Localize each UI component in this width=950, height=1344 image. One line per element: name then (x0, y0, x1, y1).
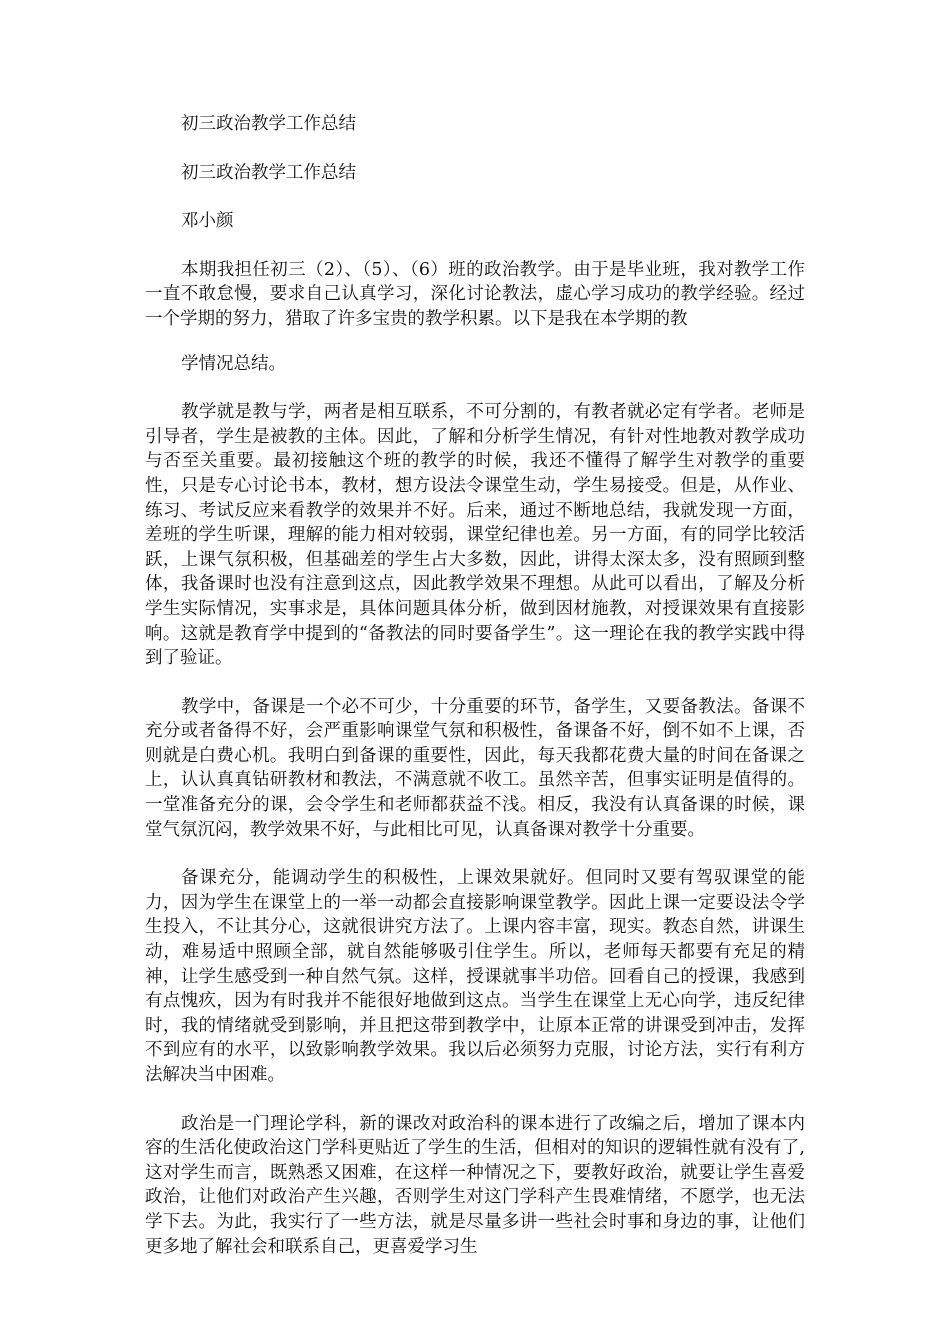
document-title: 初三政治教学工作总结 (181, 114, 356, 134)
document-author: 邓小颜 (181, 211, 234, 232)
document-subtitle: 初三政治教学工作总结 (181, 162, 356, 183)
paragraph-lesson-prep: 教学中，备课是一个必不可少，十分重要的环节，备学生，又要备教法。备课不充分或者备得不好，会严重影响课堂气氛和积极性，备课备不好，倒不如不上课，否则就是白费心机。我明白到备课的重要性，因此，每天我都花费大量的时间在备课之上，认认真真钻研教材和教法，不满意就不收工。虽然辛苦，但事实证明是值得的。一堂准备充分的课，会令学生和老师都获益不浅。相反，我没有认真备课的时候，课堂气氛沉闷，教学效果不好，与此相比可见，认真备课对教学十分重要。 (145, 696, 805, 840)
paragraph-classroom-control: 备课充分，能调动学生的积极性，上课效果就好。但同时又要有驾驭课堂的能力，因为学生在课堂上的一举一动都会直接影响课堂教学。因此上课一定要设法令学生投入，不让其分心，这就很讲究方法了。上课内容丰富，现实。教态自然，讲课生动，难易适中照顾全部，就自然能够吸引住学生。所以，老师每天都要有充足的精神，让学生感受到一种自然气氛。这样，授课就事半功倍。回看自己的授课，我感到有点愧疚，因为有时我并不能很好地做到这点。当学生在课堂上无心向学，违反纪律时，我的情绪就受到影响，并且把这带到教学中，让原本正常的讲课受到冲击，发挥不到应有的水平，以致影响教学效果。我以后必须努力克服，讨论方法，实行有利方法解决当中困难。 (145, 868, 805, 1085)
document-page (145, 112, 805, 1259)
paragraph-politics-subject: 政治是一门理论学科，新的课改对政治科的课本进行了改编之后，增加了课本内容的生活化使政治这门学科更贴近了学生的生活，但相对的知识的逻辑性就有没有了,这对学生而言，既熟悉又困难，在这样一种情况之下，要教好政治，就要让学生喜爱政治，让他们对政治产生兴趣，否则学生对这门学科产生畏难情绪，不愿学，也无法学下去。为此，我实行了一些方法，就是尽量多讲一些社会时事和身边的事，让他们更多地了解社会和联系自己，更喜爱学习生 (145, 1113, 805, 1257)
paragraph-intro-continued: 学情况总结。 (181, 353, 286, 374)
paragraph-know-students: 教学就是教与学，两者是相互联系，不可分割的，有教者就必定有学者。老师是引导者，学生是被教的主体。因此，了解和分析学生情况，有针对性地教对教学成功与否至关重要。最初接触这个班的教学的时候，我还不懂得了解学生对教学的重要性，只是专心讨论书本，教材，想方设法令课堂生动，学生易接受。但是，从作业、练习、考试反应来看教学的效果并不好。后来，通过不断地总结，我就发现一方面，差班的学生听课，理解的能力相对较弱，课堂纪律也差。另一方面，有的同学比较活跃，上课气氛积极，但基础差的学生占大多数，因此，讲得太深太多，没有照顾到整体，我备课时也没有注意到这点，因此教学效果不理想。从此可以看出，了解及分析学生实际情况，实事求是，具体问题具体分析，做到因材施教，对授课效果有直接影响。这就是教育学中提到的“备教法的同时要备学生”。这一理论在我的教学实践中得到了验证。 (145, 402, 805, 669)
paragraph-intro: 本期我担任初三（2）、（5）、（6）班的政治教学。由于是毕业班，我对教学工作一直不敢怠慢，要求自己认真学习，深化讨论教法，虚心学习成功的教学经验。经过一个学期的努力，猎取了许多宝贵的教学积累。以下是我在本学期的教 (145, 259, 805, 329)
